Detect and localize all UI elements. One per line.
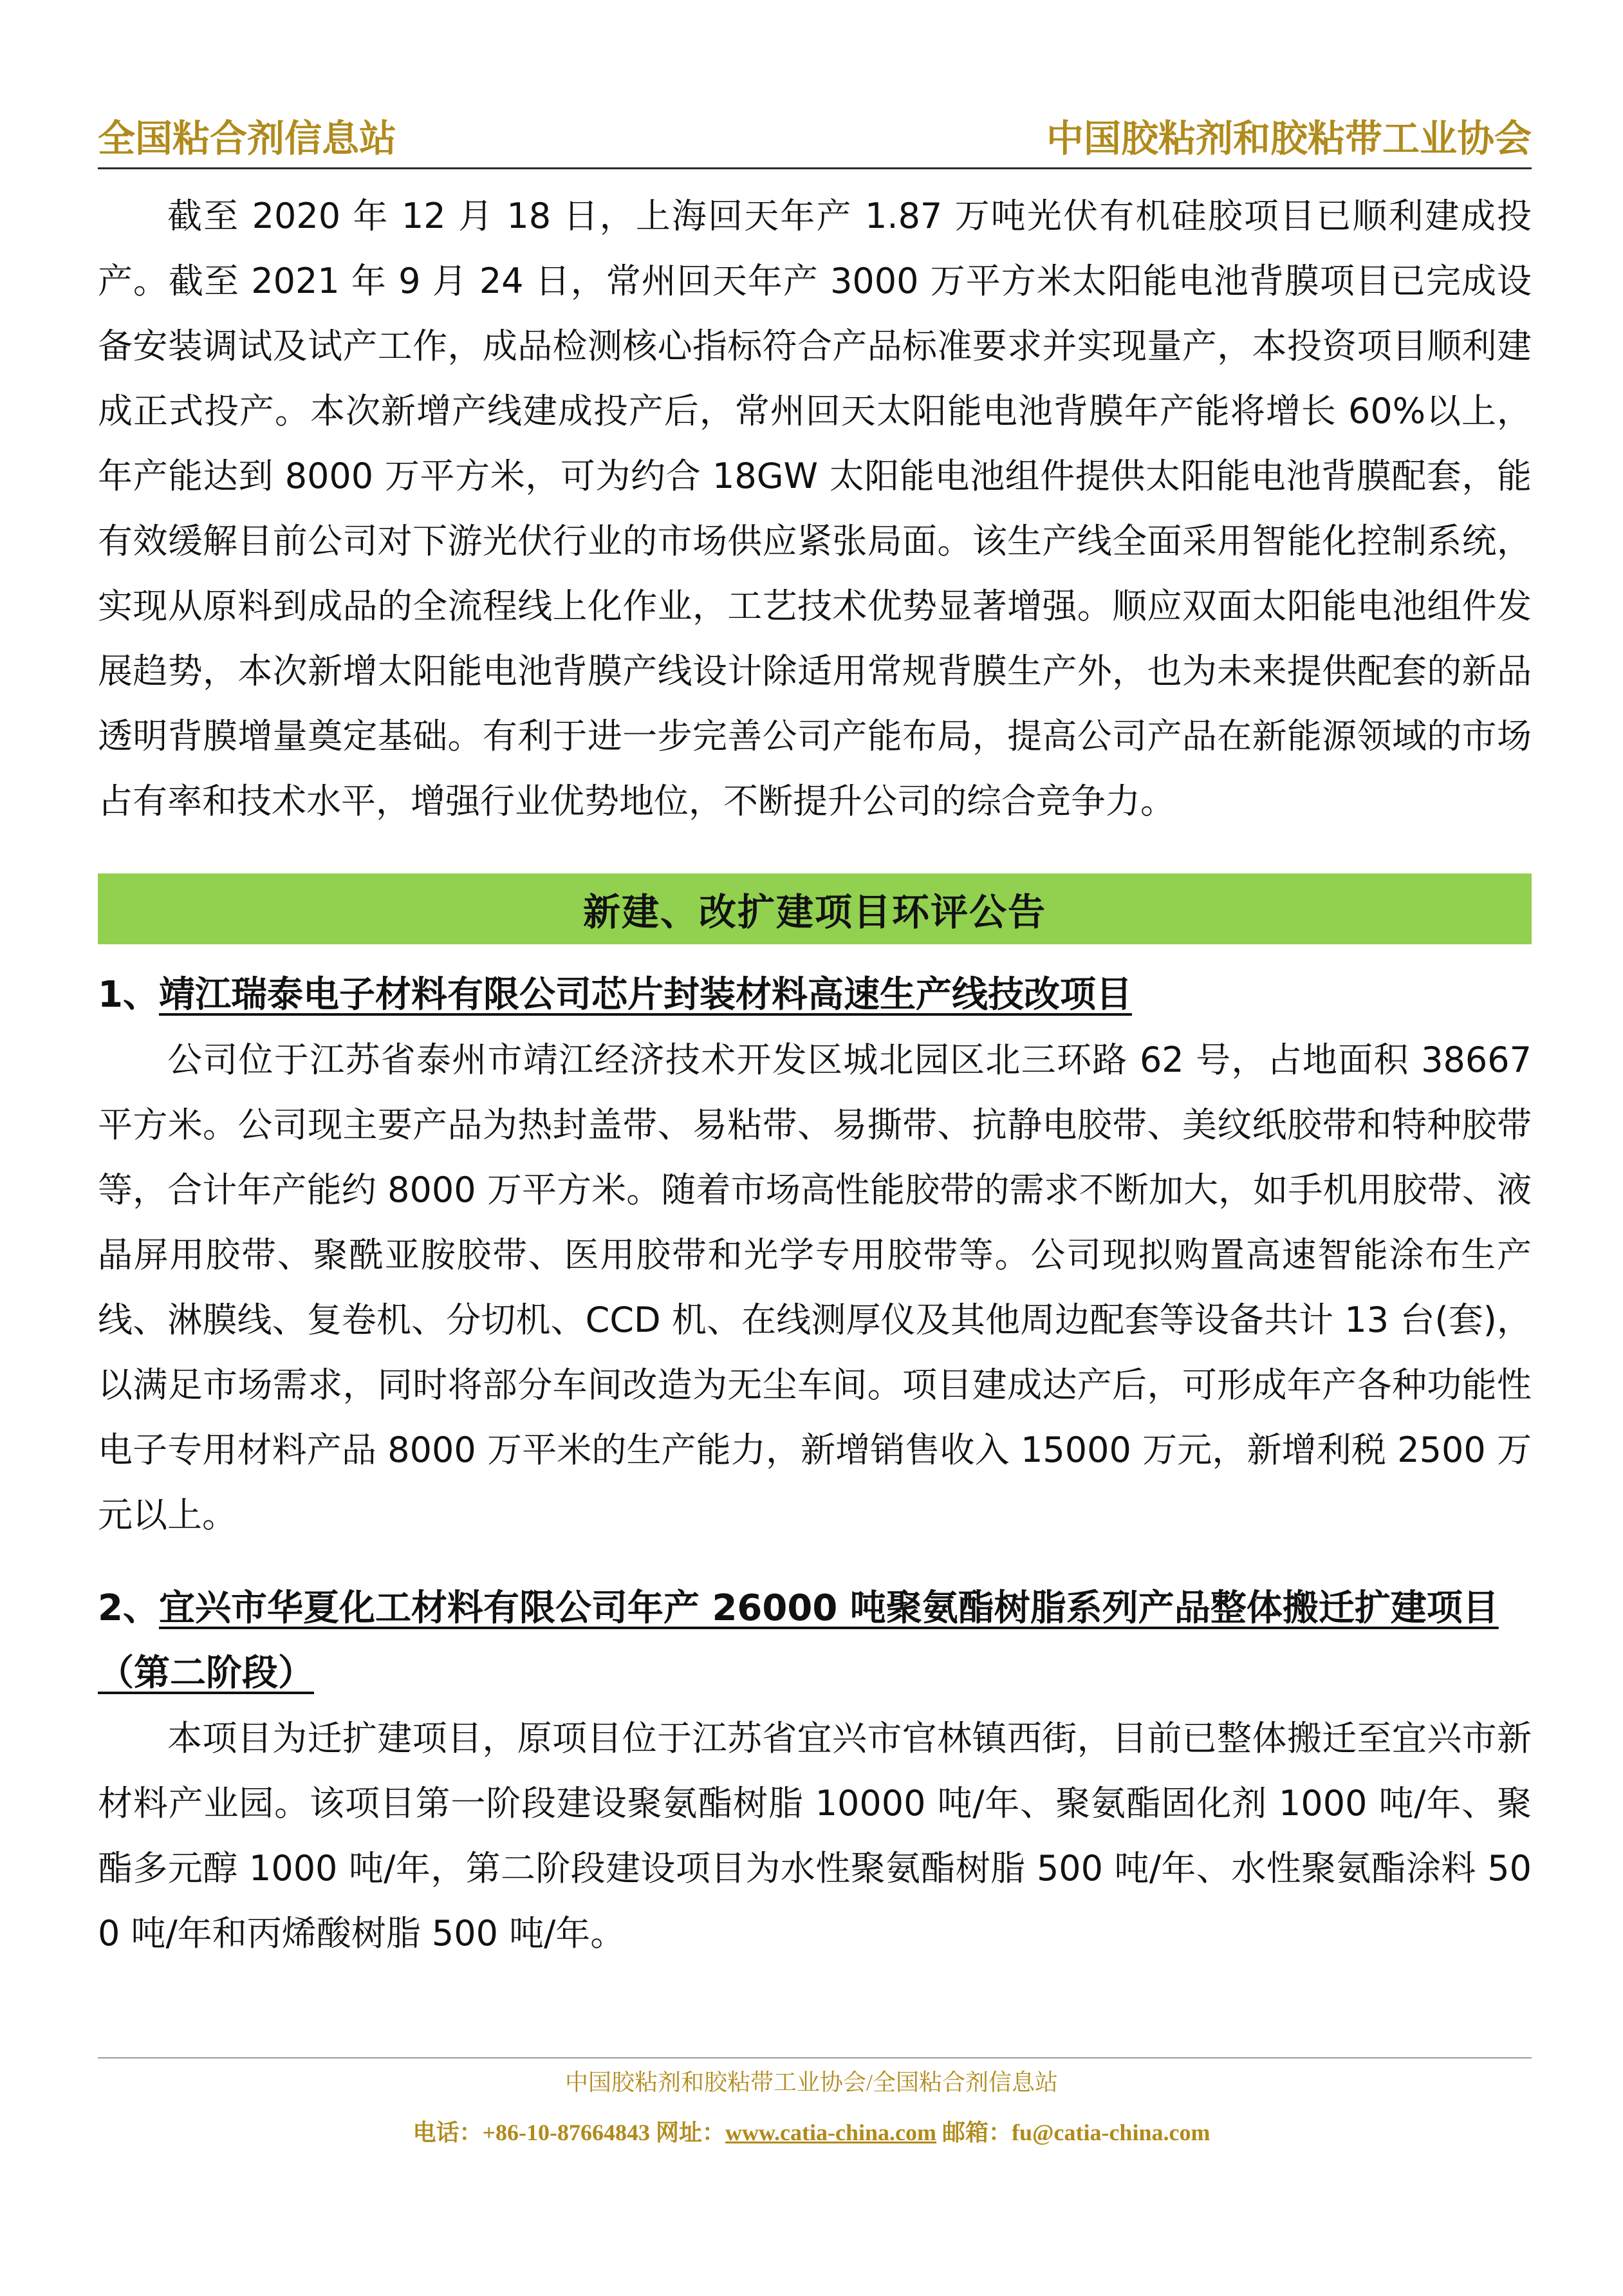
item-1-title: 靖江瑞泰电子材料有限公司芯片封装材料高速生产线技改项目 [158,974,1132,1016]
footer-divider [98,2057,1532,2058]
item-2-body: 本项目为迁扩建项目，原项目位于江苏省宜兴市官林镇西街，目前已整体搬迁至宜兴市新材料产业园。该项目第一阶段建设聚氨酯树脂 10000 吨/年、聚氨酯固化剂 1000 吨/年、聚酯多元醇 1000 吨/年，第二阶段建设项目为水性聚氨酯树脂 500 吨/年、水性聚氨酯涂料 500 吨/年和丙烯酸树脂 500 吨/年。 [98,1718,1532,1954]
footer-org-line: 中国胶粘剂和胶粘带工业协会/全国粘合剂信息站 [564,2069,1058,2095]
header-left-title: 全国粘合剂信息站 [98,117,397,160]
footer-website-link[interactable]: www.catia-china.com [725,2120,936,2145]
item-1-number: 1、 [98,974,159,1016]
footer-phone: 电话：+86-10-87664843 网址： [413,2120,726,2145]
section-banner: 新建、改扩建项目环评公告 [98,873,1532,944]
item-2-number: 2、 [98,1587,159,1629]
item-2-heading [98,1576,1532,1706]
header-right-title: 中国胶粘剂和胶粘带工业协会 [1046,117,1532,160]
page-header [98,108,1532,169]
footer-contact-line [0,2116,1623,2149]
item-1-heading [98,962,1532,1027]
intro-paragraph: 截至 2020 年 12 月 18 日，上海回天年产 1.87 万吨光伏有机硅胶项目已顺利建成投产。截至 2021 年 9 月 24 日，常州回天年产 3000 万平方米太阳能电池背膜项目已完成设备安装调试及试产工作，成品检测核心指标符合产品标准要求并实现量产，本投资项目顺利建成正式投产。本次新增产线建成投产后，常州回天太阳能电池背膜年产能将增长 60%以上，年产能达到 8000 万平方米，可为约合 18GW 太阳能电池组件提供太阳能电池背膜配套，能有效缓解目前公司对下游光伏行业的市场供应紧张局面。该生产线全面采用智能化控制系统，实现从原料到成品的全流程线上化作业，工艺技术优势显著增强。顺应双面太阳能电池组件发展趋势，本次新增太阳能电池背膜产线设计除适用常规背膜生产外，也为未来提供配套的新品透明背膜增量奠定基础。有利于进一步完善公司产能布局，提高公司产品在新能源领域的市场占有率和技术水平，增强行业优势地位，不断提升公司的综合竞争力。 [98,196,1532,821]
item-2-title: 宜兴市华夏化工材料有限公司年产 26000 吨聚氨酯树脂系列产品整体搬迁扩建项目（第二阶段） [98,1587,1499,1694]
item-1-body: 公司位于江苏省泰州市靖江经济技术开发区城北园区北三环路 62 号，占地面积 38667 平方米。公司现主要产品为热封盖带、易粘带、易撕带、抗静电胶带、美纹纸胶带和特种胶带等，合计年产能约 8000 万平方米。随着市场高性能胶带的需求不断加大，如手机用胶带、液晶屏用胶带、聚酰亚胺胶带、医用胶带和光学专用胶带等。公司现拟购置高速智能涂布生产线、淋膜线、复卷机、分切机、CCD 机、在线测厚仪及其他周边配套等设备共计 13 台(套)，以满足市场需求，同时将部分车间改造为无尘车间。项目建成达产后，可形成年产各种功能性电子专用材料产品 8000 万平米的生产能力，新增销售收入 15000 万元，新增利税 2500 万元以上。 [98,1040,1532,1535]
footer-email: 邮箱：fu@catia-china.com [936,2120,1210,2145]
main-content [98,183,1532,1966]
